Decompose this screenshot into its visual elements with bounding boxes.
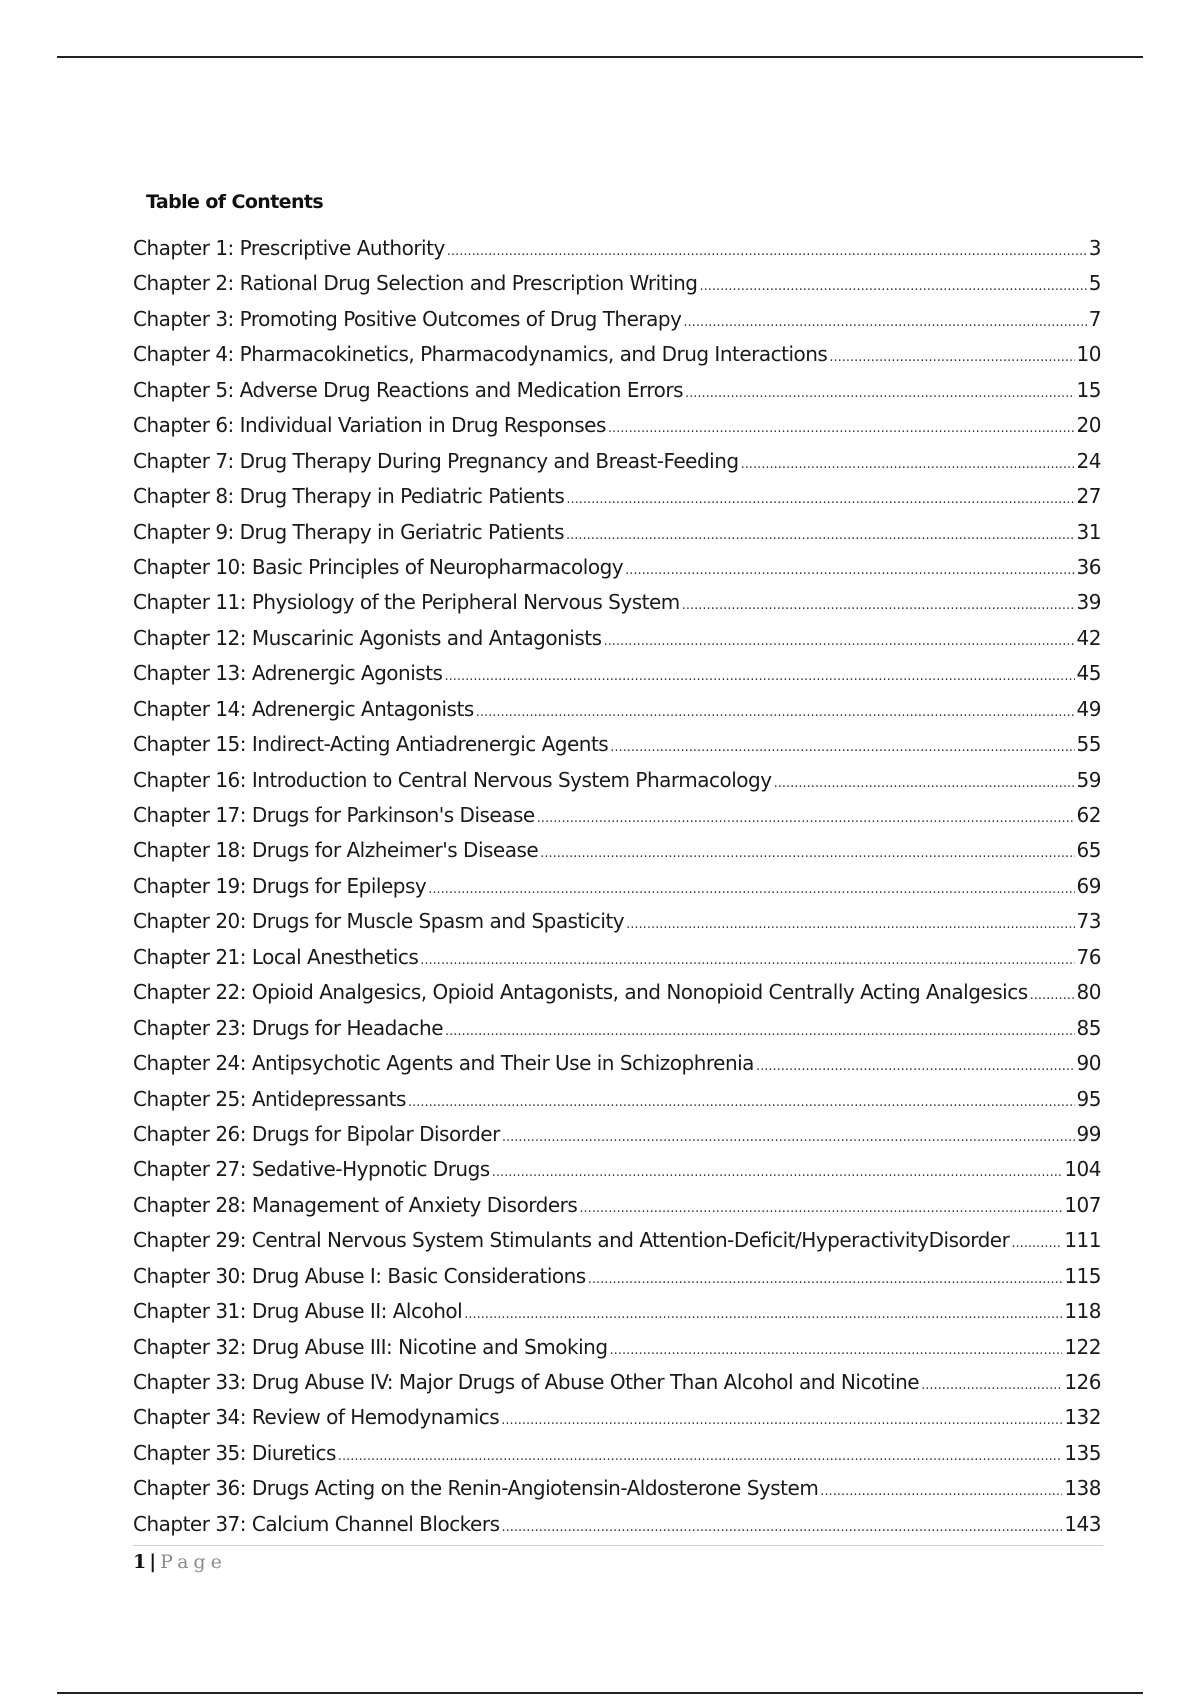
toc-entry-label: Chapter 2: Rational Drug Selection and Prescription Writing xyxy=(133,271,698,296)
toc-entry-page: 111 xyxy=(1064,1228,1101,1253)
toc-entry[interactable] xyxy=(133,1370,1101,1405)
toc-entry-page: 3 xyxy=(1088,236,1101,260)
toc-entry-leader xyxy=(820,1484,1062,1499)
toc-entry-label: Chapter 8: Drug Therapy in Pediatric Patients xyxy=(133,484,565,509)
toc-entry-label: Chapter 1: Prescriptive Authority xyxy=(133,236,445,260)
toc-entry-leader xyxy=(540,846,1074,861)
toc-entry-leader xyxy=(588,1272,1063,1287)
toc-list xyxy=(133,236,1101,1547)
toc-entry[interactable] xyxy=(133,803,1101,838)
toc-entry[interactable] xyxy=(133,661,1101,696)
toc-entry[interactable] xyxy=(133,768,1101,803)
toc-entry-leader xyxy=(829,350,1074,365)
toc-entry-page: 126 xyxy=(1064,1370,1101,1394)
toc-entry-leader xyxy=(464,1307,1062,1322)
toc-entry-leader xyxy=(626,917,1074,932)
toc-entry[interactable] xyxy=(133,1051,1101,1086)
toc-entry[interactable] xyxy=(133,1299,1101,1334)
toc-entry-page: 7 xyxy=(1088,306,1101,331)
toc-entry-page: 45 xyxy=(1076,661,1101,686)
toc-entry-page: 39 xyxy=(1076,590,1101,615)
toc-entry-label: Chapter 20: Drugs for Muscle Spasm and Spasticity xyxy=(133,909,625,934)
toc-entry-page: 143 xyxy=(1064,1511,1101,1536)
toc-entry-leader xyxy=(502,1130,1075,1145)
toc-entry[interactable] xyxy=(133,626,1101,661)
toc-entry-label: Chapter 21: Local Anesthetics xyxy=(133,944,419,969)
toc-entry-page: 24 xyxy=(1076,448,1101,473)
page-word: Page xyxy=(160,1551,227,1573)
toc-entry-leader xyxy=(502,1520,1063,1535)
toc-entry-label: Chapter 9: Drug Therapy in Geriatric Patients xyxy=(133,519,565,544)
toc-entry-page: 138 xyxy=(1064,1476,1101,1501)
toc-entry[interactable] xyxy=(133,484,1101,519)
toc-entry[interactable] xyxy=(133,1016,1101,1051)
toc-entry-label: Chapter 12: Muscarinic Agonists and Antagonists xyxy=(133,625,602,650)
toc-entry-page: 107 xyxy=(1064,1192,1101,1217)
toc-entry-leader xyxy=(1030,988,1075,1003)
toc-entry-label: Chapter 25: Antidepressants xyxy=(133,1086,406,1111)
toc-entry-label: Chapter 29: Central Nervous System Stimulants and Attention-Deficit/HyperactivityDisorder xyxy=(133,1228,1010,1253)
toc-entry-page: 122 xyxy=(1064,1334,1101,1359)
toc-entry-leader xyxy=(683,315,1086,330)
toc-title: Table of Contents xyxy=(146,191,324,213)
footer-bottom-rule xyxy=(57,1692,1143,1694)
toc-entry-label: Chapter 11: Physiology of the Peripheral Nervous System xyxy=(133,590,680,615)
toc-entry-leader xyxy=(492,1165,1063,1180)
toc-entry[interactable] xyxy=(133,590,1101,625)
toc-entry-leader xyxy=(921,1378,1062,1393)
toc-entry-leader xyxy=(447,244,1087,259)
toc-entry-leader xyxy=(476,705,1075,720)
toc-entry[interactable] xyxy=(133,909,1101,944)
toc-entry-leader xyxy=(338,1449,1062,1464)
toc-entry[interactable] xyxy=(133,732,1101,767)
toc-entry-label: Chapter 34: Review of Hemodynamics xyxy=(133,1405,500,1430)
toc-entry-label: Chapter 4: Pharmacokinetics, Pharmacodynamics, and Drug Interactions xyxy=(133,342,828,367)
toc-entry[interactable] xyxy=(133,1441,1101,1476)
toc-entry-page: 99 xyxy=(1076,1121,1101,1146)
toc-entry-leader xyxy=(420,953,1074,968)
toc-entry[interactable] xyxy=(133,697,1101,732)
toc-entry-label: Chapter 5: Adverse Drug Reactions and Medication Errors xyxy=(133,377,683,402)
toc-entry-label: Chapter 24: Antipsychotic Agents and Their Use in Schizophrenia xyxy=(133,1051,754,1076)
toc-entry-label: Chapter 19: Drugs for Epilepsy xyxy=(133,873,427,898)
toc-entry-label: Chapter 15: Indirect-Acting Antiadrenergic Agents xyxy=(133,732,609,757)
toc-entry-page: 65 xyxy=(1076,838,1101,863)
header-rule xyxy=(57,56,1143,58)
toc-entry-leader xyxy=(610,1343,1063,1358)
toc-entry-page: 69 xyxy=(1076,873,1101,898)
toc-entry-leader xyxy=(625,563,1074,578)
toc-entry-leader xyxy=(604,634,1075,649)
toc-entry-leader xyxy=(444,669,1074,684)
toc-entry-leader xyxy=(566,528,1075,543)
toc-entry[interactable] xyxy=(133,236,1101,271)
toc-entry-page: 132 xyxy=(1064,1405,1101,1430)
page-number: 1 xyxy=(133,1551,147,1573)
toc-entry[interactable] xyxy=(133,1512,1101,1547)
toc-entry-page: 49 xyxy=(1076,696,1101,721)
page-footer xyxy=(133,1551,227,1573)
toc-entry-label: Chapter 32: Drug Abuse III: Nicotine and Smoking xyxy=(133,1334,608,1359)
toc-entry[interactable] xyxy=(133,874,1101,909)
toc-entry-page: 104 xyxy=(1064,1157,1101,1182)
toc-entry-leader xyxy=(566,492,1074,507)
toc-entry[interactable] xyxy=(133,1335,1101,1370)
toc-entry-leader xyxy=(608,421,1075,436)
toc-entry-label: Chapter 36: Drugs Acting on the Renin-Angiotensin-Aldosterone System xyxy=(133,1476,819,1501)
toc-entry-page: 5 xyxy=(1088,271,1101,296)
toc-entry-page: 62 xyxy=(1076,803,1101,827)
toc-entry[interactable] xyxy=(133,1157,1101,1192)
toc-entry[interactable] xyxy=(133,1405,1101,1440)
toc-entry-page: 135 xyxy=(1064,1440,1101,1465)
toc-entry-label: Chapter 7: Drug Therapy During Pregnancy and Breast-Feeding xyxy=(133,448,739,473)
toc-entry-page: 20 xyxy=(1076,413,1101,438)
toc-entry-label: Chapter 37: Calcium Channel Blockers xyxy=(133,1511,500,1536)
toc-entry[interactable] xyxy=(133,413,1101,448)
toc-entry-leader xyxy=(741,457,1075,472)
toc-entry-leader xyxy=(1011,1236,1062,1251)
toc-entry-page: 31 xyxy=(1076,519,1101,544)
toc-entry-leader xyxy=(685,386,1075,401)
toc-entry-label: Chapter 23: Drugs for Headache xyxy=(133,1015,444,1040)
toc-entry-label: Chapter 26: Drugs for Bipolar Disorder xyxy=(133,1121,500,1146)
toc-entry-label: Chapter 10: Basic Principles of Neuropharmacology xyxy=(133,554,624,579)
toc-entry[interactable] xyxy=(133,449,1101,484)
toc-entry[interactable] xyxy=(133,307,1101,342)
toc-entry-label: Chapter 30: Drug Abuse I: Basic Considerations xyxy=(133,1263,586,1288)
toc-entry-leader xyxy=(774,776,1075,791)
toc-entry-leader xyxy=(610,740,1074,755)
toc-entry-page: 10 xyxy=(1076,342,1101,367)
toc-entry-page: 59 xyxy=(1076,767,1101,792)
toc-entry-page: 95 xyxy=(1076,1086,1101,1111)
toc-entry[interactable] xyxy=(133,520,1101,555)
toc-entry-page: 27 xyxy=(1076,484,1101,509)
toc-entry-label: Chapter 3: Promoting Positive Outcomes of Drug Therapy xyxy=(133,306,682,331)
toc-entry[interactable] xyxy=(133,1228,1101,1263)
toc-entry-label: Chapter 6: Individual Variation in Drug Responses xyxy=(133,413,606,438)
toc-entry[interactable] xyxy=(133,555,1101,590)
toc-entry[interactable] xyxy=(133,838,1101,873)
toc-entry-leader xyxy=(699,279,1086,294)
toc-entry-label: Chapter 16: Introduction to Central Nervous System Pharmacology xyxy=(133,767,772,792)
toc-entry-leader xyxy=(537,811,1075,826)
toc-entry-leader xyxy=(756,1059,1075,1074)
page-separator: | xyxy=(149,1551,157,1573)
toc-entry[interactable] xyxy=(133,980,1101,1015)
toc-entry[interactable] xyxy=(133,342,1101,377)
toc-entry-label: Chapter 14: Adrenergic Antagonists xyxy=(133,696,474,721)
toc-entry-leader xyxy=(579,1201,1062,1216)
toc-entry[interactable] xyxy=(133,271,1101,306)
toc-entry[interactable] xyxy=(133,378,1101,413)
toc-entry-page: 85 xyxy=(1076,1015,1101,1040)
toc-entry[interactable] xyxy=(133,1193,1101,1228)
toc-entry-page: 76 xyxy=(1076,944,1101,969)
toc-entry-label: Chapter 27: Sedative-Hypnotic Drugs xyxy=(133,1157,490,1182)
footer-rule xyxy=(133,1545,1103,1546)
toc-entry-leader xyxy=(428,882,1074,897)
toc-entry-leader xyxy=(408,1095,1075,1110)
toc-entry-leader xyxy=(501,1413,1062,1428)
toc-entry-leader xyxy=(445,1024,1075,1039)
toc-entry-page: 80 xyxy=(1076,980,1101,1005)
toc-entry[interactable] xyxy=(133,1264,1101,1299)
toc-entry-label: Chapter 13: Adrenergic Agonists xyxy=(133,661,443,686)
toc-entry-label: Chapter 18: Drugs for Alzheimer's Disease xyxy=(133,838,539,863)
toc-entry-label: Chapter 22: Opioid Analgesics, Opioid Antagonists, and Nonopioid Centrally Acting Analgesics xyxy=(133,980,1028,1005)
toc-entry[interactable] xyxy=(133,1087,1101,1122)
toc-entry-page: 42 xyxy=(1076,625,1101,650)
toc-entry-label: Chapter 35: Diuretics xyxy=(133,1440,336,1465)
toc-entry[interactable] xyxy=(133,1122,1101,1157)
toc-entry-page: 115 xyxy=(1064,1263,1101,1288)
toc-entry-leader xyxy=(682,598,1075,613)
toc-entry-label: Chapter 33: Drug Abuse IV: Major Drugs of Abuse Other Than Alcohol and Nicotine xyxy=(133,1370,920,1394)
toc-entry-page: 118 xyxy=(1064,1299,1101,1324)
toc-entry-label: Chapter 17: Drugs for Parkinson's Disease xyxy=(133,803,535,827)
toc-entry-label: Chapter 28: Management of Anxiety Disorders xyxy=(133,1192,578,1217)
toc-entry-page: 73 xyxy=(1076,909,1101,934)
toc-entry-page: 55 xyxy=(1076,732,1101,757)
toc-entry-page: 15 xyxy=(1076,377,1101,402)
toc-entry[interactable] xyxy=(133,945,1101,980)
toc-entry-page: 90 xyxy=(1076,1051,1101,1076)
toc-entry-label: Chapter 31: Drug Abuse II: Alcohol xyxy=(133,1299,463,1324)
toc-entry[interactable] xyxy=(133,1476,1101,1511)
toc-entry-page: 36 xyxy=(1076,554,1101,579)
